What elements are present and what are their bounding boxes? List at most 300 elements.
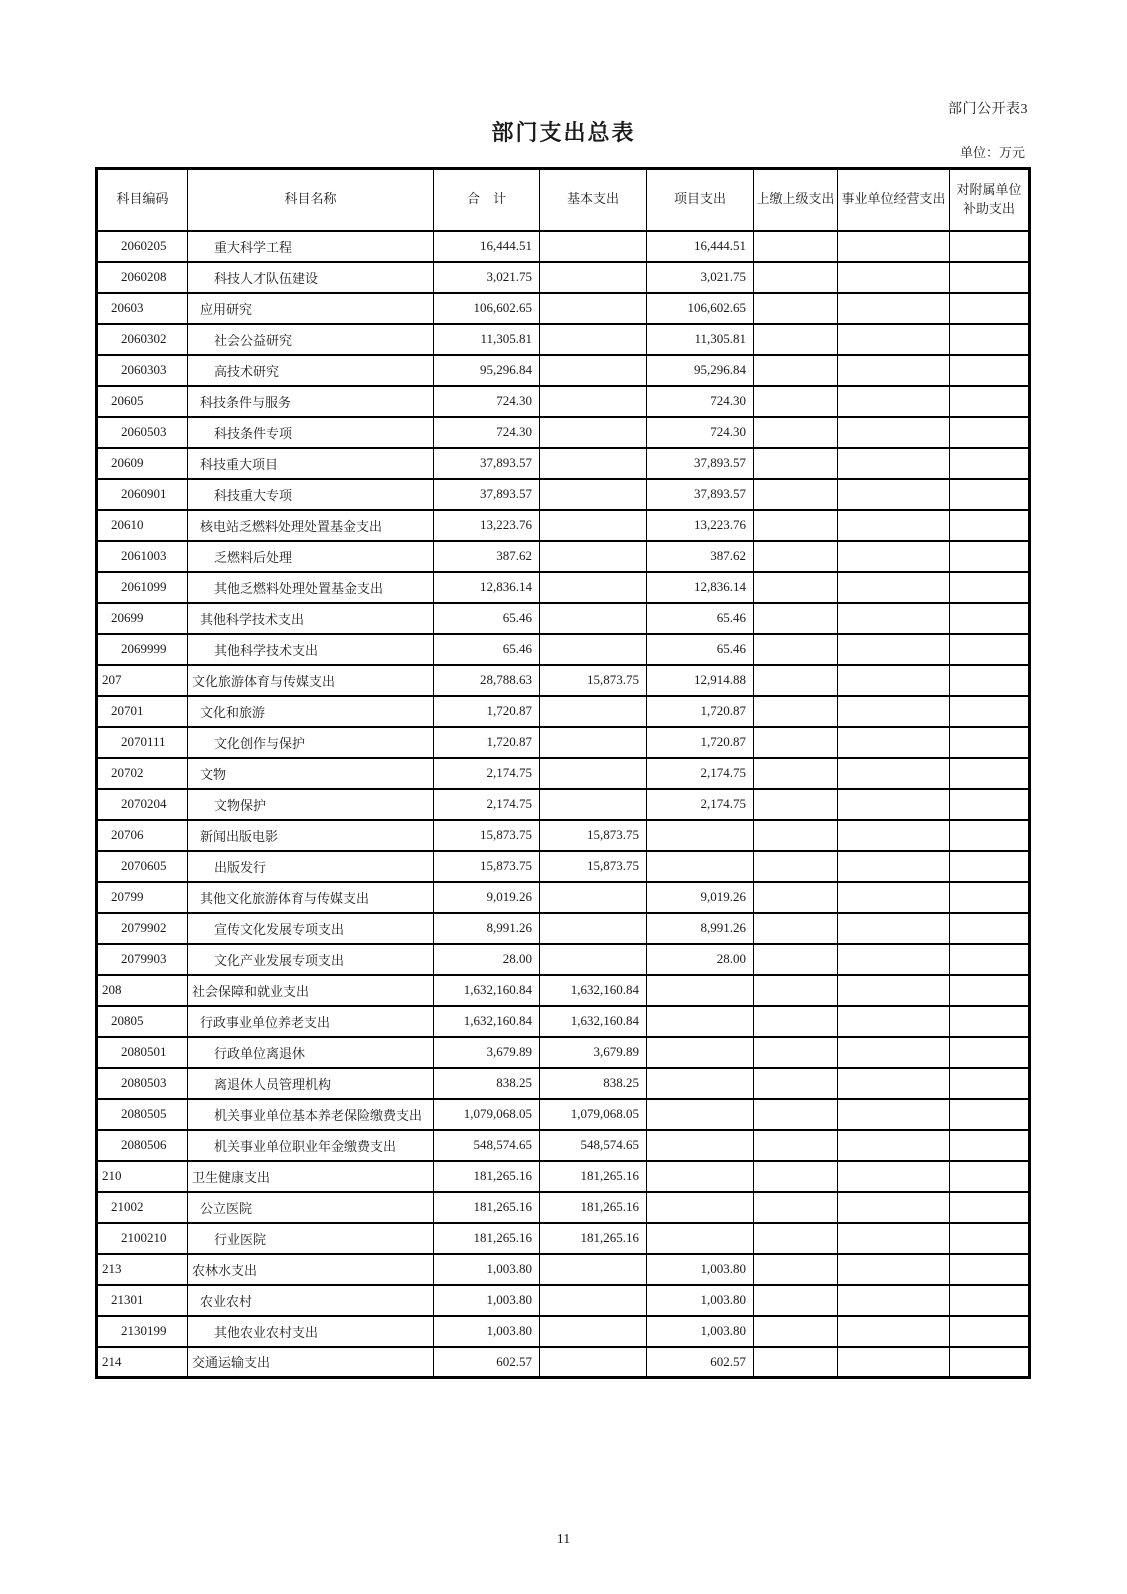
- basic-cell: 3,679.89: [540, 1037, 647, 1068]
- operating-cell: [838, 1254, 950, 1285]
- page-title: 部门支出总表: [491, 120, 636, 145]
- subsidy-cell: [950, 975, 1030, 1006]
- col-header-basic-expenditure: 基本支出: [540, 169, 647, 231]
- basic-cell: [540, 262, 647, 293]
- table-row: [97, 696, 1030, 727]
- total-cell: 1,632,160.84: [434, 1006, 540, 1037]
- table-header-row: [97, 169, 1030, 231]
- name-cell: 交通运输支出: [188, 1347, 434, 1378]
- name-cell: 其他文化旅游体育与传媒支出: [188, 882, 434, 913]
- basic-cell: 1,079,068.05: [540, 1099, 647, 1130]
- subsidy-cell: [950, 758, 1030, 789]
- total-cell: 1,720.87: [434, 696, 540, 727]
- upper-cell: [754, 851, 838, 882]
- name-cell: 卫生健康支出: [188, 1161, 434, 1192]
- operating-cell: [838, 324, 950, 355]
- project-cell: [647, 1161, 754, 1192]
- name-cell: 科技条件专项: [188, 417, 434, 448]
- table-row: [97, 1099, 1030, 1130]
- operating-cell: [838, 448, 950, 479]
- basic-cell: [540, 913, 647, 944]
- operating-cell: [838, 1037, 950, 1068]
- table-row: [97, 913, 1030, 944]
- upper-cell: [754, 820, 838, 851]
- basic-cell: [540, 541, 647, 572]
- name-cell: 行政单位离退休: [188, 1037, 434, 1068]
- subsidy-cell: [950, 634, 1030, 665]
- code-cell: 2060503: [97, 417, 188, 448]
- operating-cell: [838, 727, 950, 758]
- name-cell: 出版发行: [188, 851, 434, 882]
- operating-cell: [838, 944, 950, 975]
- project-cell: 602.57: [647, 1347, 754, 1378]
- name-cell: 其他乏燃料处理处置基金支出: [188, 572, 434, 603]
- table-row: [97, 851, 1030, 882]
- table-row: [97, 820, 1030, 851]
- upper-cell: [754, 1285, 838, 1316]
- project-cell: [647, 1192, 754, 1223]
- basic-cell: [540, 944, 647, 975]
- total-cell: 181,265.16: [434, 1223, 540, 1254]
- total-cell: 602.57: [434, 1347, 540, 1378]
- basic-cell: [540, 696, 647, 727]
- total-cell: 15,873.75: [434, 820, 540, 851]
- project-cell: 1,720.87: [647, 696, 754, 727]
- operating-cell: [838, 479, 950, 510]
- operating-cell: [838, 541, 950, 572]
- code-cell: 20610: [97, 510, 188, 541]
- total-cell: 65.46: [434, 634, 540, 665]
- code-cell: 210: [97, 1161, 188, 1192]
- upper-cell: [754, 1037, 838, 1068]
- total-cell: 8,991.26: [434, 913, 540, 944]
- doc-public-table-label: 部门公开表3: [948, 102, 1028, 117]
- upper-cell: [754, 417, 838, 448]
- table-row: [97, 1347, 1030, 1378]
- operating-cell: [838, 1161, 950, 1192]
- subsidy-cell: [950, 820, 1030, 851]
- page-number: 11: [556, 1532, 571, 1547]
- total-cell: 1,632,160.84: [434, 975, 540, 1006]
- operating-cell: [838, 634, 950, 665]
- subsidy-cell: [950, 510, 1030, 541]
- code-cell: 21002: [97, 1192, 188, 1223]
- total-cell: 15,873.75: [434, 851, 540, 882]
- project-cell: [647, 975, 754, 1006]
- basic-cell: [540, 572, 647, 603]
- name-cell: 新闻出版电影: [188, 820, 434, 851]
- table-row: [97, 262, 1030, 293]
- subsidy-cell: [950, 851, 1030, 882]
- project-cell: [647, 851, 754, 882]
- basic-cell: [540, 758, 647, 789]
- code-cell: 2060302: [97, 324, 188, 355]
- code-cell: 2080503: [97, 1068, 188, 1099]
- code-cell: 20605: [97, 386, 188, 417]
- col-header-operating-expenditure: 事业单位经营支出: [838, 169, 950, 231]
- subsidy-cell: [950, 913, 1030, 944]
- code-cell: 2070605: [97, 851, 188, 882]
- project-cell: [647, 820, 754, 851]
- upper-cell: [754, 789, 838, 820]
- basic-cell: [540, 510, 647, 541]
- basic-cell: 548,574.65: [540, 1130, 647, 1161]
- upper-cell: [754, 1161, 838, 1192]
- operating-cell: [838, 1285, 950, 1316]
- name-cell: 其他科学技术支出: [188, 603, 434, 634]
- total-cell: 28.00: [434, 944, 540, 975]
- table-row: [97, 324, 1030, 355]
- operating-cell: [838, 510, 950, 541]
- code-cell: 21301: [97, 1285, 188, 1316]
- project-cell: 11,305.81: [647, 324, 754, 355]
- code-cell: 2061099: [97, 572, 188, 603]
- code-cell: 2079902: [97, 913, 188, 944]
- operating-cell: [838, 355, 950, 386]
- project-cell: 28.00: [647, 944, 754, 975]
- table-row: [97, 758, 1030, 789]
- name-cell: 行政事业单位养老支出: [188, 1006, 434, 1037]
- name-cell: 行业医院: [188, 1223, 434, 1254]
- name-cell: 科技人才队伍建设: [188, 262, 434, 293]
- subsidy-cell: [950, 696, 1030, 727]
- upper-cell: [754, 1254, 838, 1285]
- project-cell: 2,174.75: [647, 758, 754, 789]
- project-cell: 95,296.84: [647, 355, 754, 386]
- subsidy-cell: [950, 882, 1030, 913]
- operating-cell: [838, 789, 950, 820]
- code-cell: 20609: [97, 448, 188, 479]
- name-cell: 乏燃料后处理: [188, 541, 434, 572]
- table-row: [97, 1068, 1030, 1099]
- operating-cell: [838, 1130, 950, 1161]
- name-cell: 机关事业单位基本养老保险缴费支出: [188, 1099, 434, 1130]
- project-cell: 12,836.14: [647, 572, 754, 603]
- upper-cell: [754, 572, 838, 603]
- name-cell: 社会保障和就业支出: [188, 975, 434, 1006]
- operating-cell: [838, 1099, 950, 1130]
- upper-cell: [754, 510, 838, 541]
- basic-cell: 1,632,160.84: [540, 975, 647, 1006]
- upper-cell: [754, 882, 838, 913]
- upper-cell: [754, 541, 838, 572]
- upper-cell: [754, 386, 838, 417]
- operating-cell: [838, 417, 950, 448]
- subsidy-cell: [950, 479, 1030, 510]
- subsidy-cell: [950, 1161, 1030, 1192]
- operating-cell: [838, 1223, 950, 1254]
- total-cell: 2,174.75: [434, 758, 540, 789]
- operating-cell: [838, 975, 950, 1006]
- code-cell: 2080505: [97, 1099, 188, 1130]
- table-row: [97, 944, 1030, 975]
- expense-table-body: [97, 231, 1030, 1378]
- basic-cell: [540, 634, 647, 665]
- basic-cell: [540, 479, 647, 510]
- subsidy-cell: [950, 1006, 1030, 1037]
- col-header-affiliate-subsidy-text: 对附属单位补助支出: [956, 181, 1022, 216]
- project-cell: 9,019.26: [647, 882, 754, 913]
- code-cell: 2060901: [97, 479, 188, 510]
- total-cell: 3,679.89: [434, 1037, 540, 1068]
- code-cell: 2080501: [97, 1037, 188, 1068]
- operating-cell: [838, 1316, 950, 1347]
- basic-cell: [540, 293, 647, 324]
- basic-cell: [540, 727, 647, 758]
- basic-cell: [540, 1285, 647, 1316]
- basic-cell: 181,265.16: [540, 1192, 647, 1223]
- project-cell: 65.46: [647, 603, 754, 634]
- operating-cell: [838, 1347, 950, 1378]
- basic-cell: [540, 1254, 647, 1285]
- upper-cell: [754, 975, 838, 1006]
- code-cell: 20805: [97, 1006, 188, 1037]
- upper-cell: [754, 727, 838, 758]
- project-cell: [647, 1068, 754, 1099]
- total-cell: 724.30: [434, 417, 540, 448]
- table-row: [97, 1192, 1030, 1223]
- operating-cell: [838, 1068, 950, 1099]
- subsidy-cell: [950, 944, 1030, 975]
- name-cell: 其他科学技术支出: [188, 634, 434, 665]
- code-cell: 2070204: [97, 789, 188, 820]
- upper-cell: [754, 1130, 838, 1161]
- code-cell: 2061003: [97, 541, 188, 572]
- code-cell: 2060205: [97, 231, 188, 262]
- operating-cell: [838, 882, 950, 913]
- subsidy-cell: [950, 1254, 1030, 1285]
- table-row: [97, 1130, 1030, 1161]
- name-cell: 其他农业农村支出: [188, 1316, 434, 1347]
- project-cell: 387.62: [647, 541, 754, 572]
- subsidy-cell: [950, 1285, 1030, 1316]
- basic-cell: 1,632,160.84: [540, 1006, 647, 1037]
- name-cell: 文物: [188, 758, 434, 789]
- subsidy-cell: [950, 262, 1030, 293]
- upper-cell: [754, 758, 838, 789]
- operating-cell: [838, 758, 950, 789]
- col-header-upper-level-payment: 上缴上级支出: [754, 169, 838, 231]
- col-header-subject-code: 科目编码: [97, 169, 188, 231]
- total-cell: 12,836.14: [434, 572, 540, 603]
- subsidy-cell: [950, 1223, 1030, 1254]
- code-cell: 2069999: [97, 634, 188, 665]
- operating-cell: [838, 572, 950, 603]
- table-row: [97, 572, 1030, 603]
- code-cell: 2079903: [97, 944, 188, 975]
- project-cell: [647, 1223, 754, 1254]
- total-cell: 11,305.81: [434, 324, 540, 355]
- total-cell: 838.25: [434, 1068, 540, 1099]
- subsidy-cell: [950, 789, 1030, 820]
- total-cell: 37,893.57: [434, 479, 540, 510]
- project-cell: 1,720.87: [647, 727, 754, 758]
- table-row: [97, 355, 1030, 386]
- code-cell: 2060303: [97, 355, 188, 386]
- code-cell: 2100210: [97, 1223, 188, 1254]
- upper-cell: [754, 1099, 838, 1130]
- col-header-subject-name: 科目名称: [188, 169, 434, 231]
- subsidy-cell: [950, 572, 1030, 603]
- subsidy-cell: [950, 1099, 1030, 1130]
- name-cell: 重大科学工程: [188, 231, 434, 262]
- name-cell: 文化产业发展专项支出: [188, 944, 434, 975]
- table-row: [97, 1254, 1030, 1285]
- upper-cell: [754, 603, 838, 634]
- project-cell: 16,444.51: [647, 231, 754, 262]
- code-cell: 2070111: [97, 727, 188, 758]
- project-cell: 2,174.75: [647, 789, 754, 820]
- upper-cell: [754, 1068, 838, 1099]
- upper-cell: [754, 944, 838, 975]
- total-cell: 1,003.80: [434, 1254, 540, 1285]
- name-cell: 社会公益研究: [188, 324, 434, 355]
- table-row: [97, 634, 1030, 665]
- subsidy-cell: [950, 1316, 1030, 1347]
- upper-cell: [754, 1006, 838, 1037]
- table-row: [97, 386, 1030, 417]
- basic-cell: [540, 789, 647, 820]
- subsidy-cell: [950, 386, 1030, 417]
- total-cell: 65.46: [434, 603, 540, 634]
- operating-cell: [838, 386, 950, 417]
- table-row: [97, 1316, 1030, 1347]
- table-row: [97, 1006, 1030, 1037]
- total-cell: 13,223.76: [434, 510, 540, 541]
- code-cell: 213: [97, 1254, 188, 1285]
- table-row: [97, 293, 1030, 324]
- project-cell: 37,893.57: [647, 479, 754, 510]
- operating-cell: [838, 231, 950, 262]
- operating-cell: [838, 851, 950, 882]
- project-cell: 37,893.57: [647, 448, 754, 479]
- code-cell: 20699: [97, 603, 188, 634]
- upper-cell: [754, 262, 838, 293]
- project-cell: [647, 1037, 754, 1068]
- project-cell: 1,003.80: [647, 1285, 754, 1316]
- upper-cell: [754, 1316, 838, 1347]
- upper-cell: [754, 355, 838, 386]
- code-cell: 20706: [97, 820, 188, 851]
- table-row: [97, 231, 1030, 262]
- basic-cell: [540, 603, 647, 634]
- basic-cell: [540, 1316, 647, 1347]
- total-cell: 548,574.65: [434, 1130, 540, 1161]
- project-cell: [647, 1130, 754, 1161]
- table-row: [97, 510, 1030, 541]
- total-cell: 106,602.65: [434, 293, 540, 324]
- basic-cell: [540, 324, 647, 355]
- project-cell: 106,602.65: [647, 293, 754, 324]
- subsidy-cell: [950, 417, 1030, 448]
- operating-cell: [838, 696, 950, 727]
- name-cell: 科技重大专项: [188, 479, 434, 510]
- upper-cell: [754, 1192, 838, 1223]
- basic-cell: [540, 417, 647, 448]
- subsidy-cell: [950, 293, 1030, 324]
- table-row: [97, 727, 1030, 758]
- table-row: [97, 1223, 1030, 1254]
- project-cell: 724.30: [647, 386, 754, 417]
- project-cell: 724.30: [647, 417, 754, 448]
- subsidy-cell: [950, 665, 1030, 696]
- total-cell: 181,265.16: [434, 1161, 540, 1192]
- basic-cell: 15,873.75: [540, 665, 647, 696]
- upper-cell: [754, 665, 838, 696]
- operating-cell: [838, 820, 950, 851]
- basic-cell: [540, 386, 647, 417]
- upper-cell: [754, 231, 838, 262]
- total-cell: 16,444.51: [434, 231, 540, 262]
- basic-cell: [540, 231, 647, 262]
- code-cell: 2060208: [97, 262, 188, 293]
- col-header-affiliate-subsidy: [950, 169, 1030, 231]
- total-cell: 2,174.75: [434, 789, 540, 820]
- table-row: [97, 479, 1030, 510]
- expense-summary-table: [95, 167, 1031, 1379]
- basic-cell: 15,873.75: [540, 851, 647, 882]
- subsidy-cell: [950, 324, 1030, 355]
- name-cell: 科技条件与服务: [188, 386, 434, 417]
- name-cell: 应用研究: [188, 293, 434, 324]
- name-cell: 科技重大项目: [188, 448, 434, 479]
- code-cell: 20603: [97, 293, 188, 324]
- project-cell: 12,914.88: [647, 665, 754, 696]
- name-cell: 公立医院: [188, 1192, 434, 1223]
- upper-cell: [754, 1347, 838, 1378]
- total-cell: 1,079,068.05: [434, 1099, 540, 1130]
- name-cell: 文化旅游体育与传媒支出: [188, 665, 434, 696]
- code-cell: 214: [97, 1347, 188, 1378]
- project-cell: 1,003.80: [647, 1316, 754, 1347]
- code-cell: 208: [97, 975, 188, 1006]
- code-cell: 2080506: [97, 1130, 188, 1161]
- upper-cell: [754, 324, 838, 355]
- name-cell: 文物保护: [188, 789, 434, 820]
- total-cell: 28,788.63: [434, 665, 540, 696]
- project-cell: 13,223.76: [647, 510, 754, 541]
- name-cell: 宣传文化发展专项支出: [188, 913, 434, 944]
- table-row: [97, 789, 1030, 820]
- code-cell: 2130199: [97, 1316, 188, 1347]
- total-cell: 3,021.75: [434, 262, 540, 293]
- project-cell: 3,021.75: [647, 262, 754, 293]
- total-cell: 181,265.16: [434, 1192, 540, 1223]
- operating-cell: [838, 603, 950, 634]
- subsidy-cell: [950, 727, 1030, 758]
- project-cell: 1,003.80: [647, 1254, 754, 1285]
- subsidy-cell: [950, 603, 1030, 634]
- operating-cell: [838, 1192, 950, 1223]
- upper-cell: [754, 634, 838, 665]
- table-row: [97, 541, 1030, 572]
- table-row: [97, 448, 1030, 479]
- basic-cell: 838.25: [540, 1068, 647, 1099]
- subsidy-cell: [950, 1130, 1030, 1161]
- col-header-project-expenditure: 项目支出: [647, 169, 754, 231]
- name-cell: 文化和旅游: [188, 696, 434, 727]
- code-cell: 20702: [97, 758, 188, 789]
- name-cell: 文化创作与保护: [188, 727, 434, 758]
- subsidy-cell: [950, 231, 1030, 262]
- table-row: [97, 603, 1030, 634]
- operating-cell: [838, 1006, 950, 1037]
- upper-cell: [754, 913, 838, 944]
- code-cell: 20701: [97, 696, 188, 727]
- project-cell: 65.46: [647, 634, 754, 665]
- name-cell: 农林水支出: [188, 1254, 434, 1285]
- basic-cell: [540, 355, 647, 386]
